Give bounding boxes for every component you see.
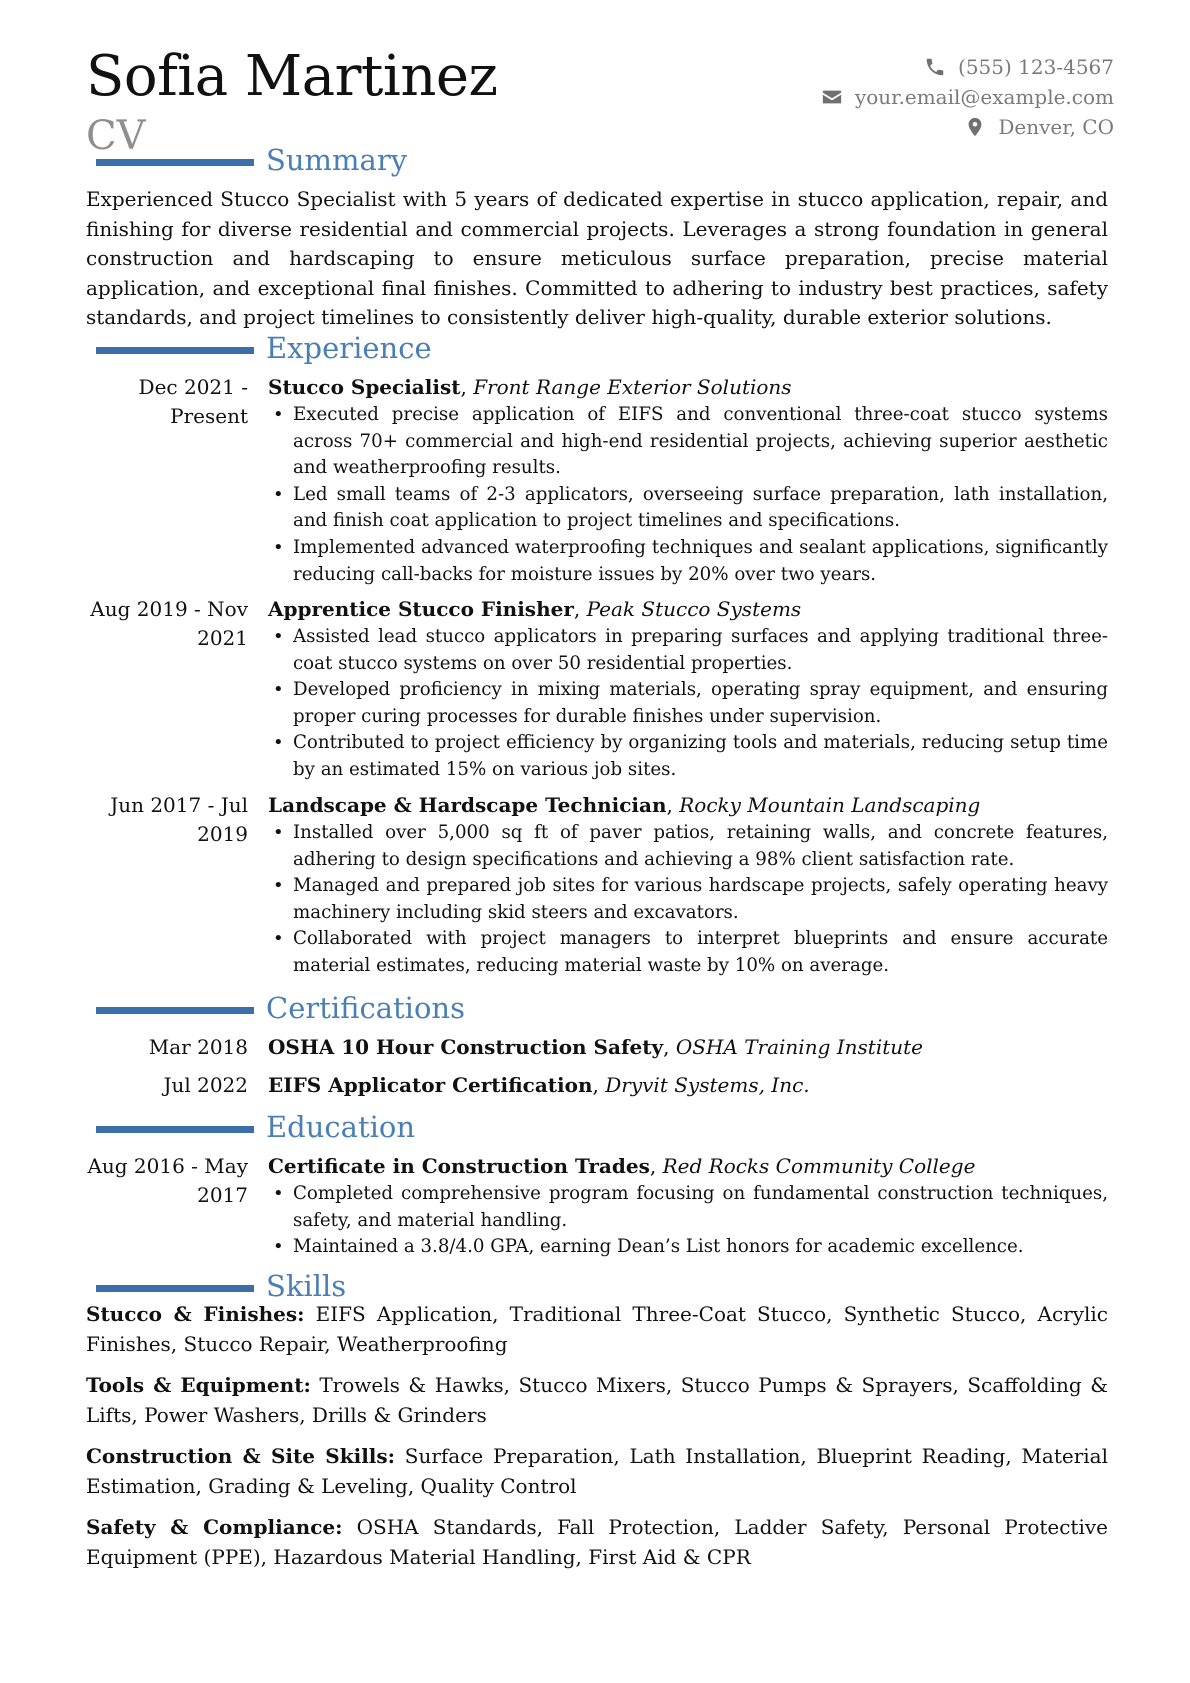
section-accent-bar [96, 1285, 254, 1292]
section-title: Summary [266, 143, 408, 177]
bullet-item: • Installed over 5,000 sq ft of paver patios, retaining walls, and concrete features, adhering to design specifications and achieving a 98% client satisfaction rate. [268, 820, 1108, 873]
contact-phone [821, 52, 1114, 82]
bullet-item: • Maintained a 3.8/4.0 GPA, earning Dean’s List honors for academic excellence. [268, 1234, 1108, 1261]
entry-date: Jul 2022 [163, 1073, 248, 1097]
contact-location [821, 112, 1114, 142]
location-text: Denver, CO [998, 115, 1114, 139]
bullet-list [268, 402, 1108, 588]
skill-group [86, 1513, 1108, 1572]
envelope-icon [821, 86, 843, 108]
certification-row: Jul 2022 EIFS Applicator Certification, Dryvit Systems, Inc. [86, 1070, 1116, 1100]
section-summary-header [96, 142, 1116, 178]
bullet-list [268, 820, 1108, 980]
contact-block [821, 52, 1114, 142]
section-certifications-header [96, 990, 1116, 1026]
bullet-item: • Contributed to project efficiency by organizing tools and materials, reducing setup time by an estimated 15% on various job sites. [268, 730, 1108, 783]
skill-items: Surface Preparation, Lath Installation, Blueprint Reading, Material Estimation, Grading & Leveling, Quality Control [86, 1444, 1108, 1498]
contact-email [821, 82, 1114, 112]
section-title: Experience [266, 331, 432, 365]
institution: Red Rocks Community College [662, 1154, 976, 1178]
map-pin-icon [964, 116, 986, 138]
entry-date: Aug 2016 - May 2017 [87, 1154, 248, 1207]
entry-date: Mar 2018 [148, 1035, 248, 1059]
employer: Rocky Mountain Landscaping [679, 793, 981, 817]
phone-icon [924, 56, 946, 78]
section-title: Skills [266, 1269, 347, 1303]
entry-date: Jun 2017 - Jul 2019 [110, 793, 248, 846]
bullet-list [268, 1181, 1108, 1261]
job-title: Apprentice Stucco Finisher [268, 597, 574, 621]
entry-date: Dec 2021 - Present [138, 375, 248, 428]
certification-name: OSHA 10 Hour Construction Safety [268, 1035, 664, 1059]
email-link[interactable]: your.email@example.com [854, 85, 1114, 109]
certification-issuer: Dryvit Systems, Inc. [605, 1073, 810, 1097]
skill-items: OSHA Standards, Fall Protection, Ladder Safety, Personal Protective Equipment (PPE), Hazardous Material Handling, First Aid & CPR [86, 1515, 1109, 1569]
skill-items: Trowels & Hawks, Stucco Mixers, Stucco Pumps & Sprayers, Scaffolding & Lifts, Power Washers, Drills & Grinders [86, 1373, 1108, 1427]
section-accent-bar [96, 1007, 254, 1014]
section-experience-header [96, 330, 1116, 366]
section-title: Certifications [266, 991, 465, 1025]
entry-heading: Stucco Specialist, Front Range Exterior Solutions [268, 375, 792, 399]
bullet-item: • Collaborated with project managers to interpret blueprints and ensure accurate material estimates, reducing material waste by 10% on average. [268, 926, 1108, 979]
certification-row: Mar 2018 OSHA 10 Hour Construction Safety, OSHA Training Institute [86, 1032, 1116, 1062]
section-accent-bar [96, 159, 254, 166]
degree: Certificate in Construction Trades [268, 1154, 650, 1178]
job-title: Landscape & Hardscape Technician [268, 793, 667, 817]
bullet-list [268, 624, 1108, 784]
entry-heading: Landscape & Hardscape Technician, Rocky Mountain Landscaping [268, 793, 981, 817]
skill-category: Stucco & Finishes: [86, 1302, 305, 1326]
section-skills-header [96, 1268, 1116, 1304]
entry-heading: Apprentice Stucco Finisher, Peak Stucco Systems [268, 597, 802, 621]
section-accent-bar [96, 347, 254, 354]
skill-group [86, 1371, 1108, 1430]
skill-group [86, 1300, 1108, 1359]
skill-items: EIFS Application, Traditional Three-Coat Stucco, Synthetic Stucco, Acrylic Finishes, Stucco Repair, Weatherproofing [86, 1302, 1108, 1356]
employer: Front Range Exterior Solutions [473, 375, 792, 399]
bullet-item: • Implemented advanced waterproofing techniques and sealant applications, significantly reducing call-backs for moisture issues by 20% over two years. [268, 535, 1108, 588]
phone-text[interactable]: (555) 123-4567 [958, 55, 1114, 79]
skill-category: Construction & Site Skills: [86, 1444, 396, 1468]
bullet-item: • Assisted lead stucco applicators in preparing surfaces and applying traditional three-coat stucco systems on over 50 residential properties. [268, 624, 1108, 677]
bullet-item: • Managed and prepared job sites for various hardscape projects, safely operating heavy machinery including skid steers and excavators. [268, 873, 1108, 926]
candidate-name: Sofia Martinez [86, 44, 498, 109]
entry-heading: Certificate in Construction Trades, Red Rocks Community College [268, 1154, 976, 1178]
certification-issuer: OSHA Training Institute [675, 1035, 924, 1059]
summary-text: Experienced Stucco Specialist with 5 years of dedicated expertise in stucco application, repair, and finishing for diverse residential and commercial projects. Leverages a strong foundation in general construction and hardscaping to ensure meticulous surface preparation, precise material application, and exceptional final finishes. Committed to adhering to industry best practices, safety standards, and project timelines to consistently deliver high-quality, durable exterior solutions. [86, 187, 1108, 329]
job-title: Stucco Specialist [268, 375, 461, 399]
section-education-header [96, 1109, 1116, 1145]
entry-date: Aug 2019 - Nov 2021 [90, 597, 248, 650]
skill-category: Tools & Equipment: [86, 1373, 311, 1397]
skill-category: Safety & Compliance: [86, 1515, 343, 1539]
section-accent-bar [96, 1126, 254, 1133]
bullet-item: • Executed precise application of EIFS and conventional three-coat stucco systems across 70+ commercial and high-end residential projects, achieving superior aesthetic and weatherproofing results. [268, 402, 1108, 482]
certification-name: EIFS Applicator Certification [268, 1073, 593, 1097]
section-title: Education [266, 1110, 416, 1144]
bullet-item: • Completed comprehensive program focusing on fundamental construction techniques, safety, and material handling. [268, 1181, 1108, 1234]
bullet-item: • Led small teams of 2-3 applicators, overseeing surface preparation, lath installation, and finish coat application to project timelines and specifications. [268, 482, 1108, 535]
bullet-item: • Developed proficiency in mixing materials, operating spray equipment, and ensuring proper curing processes for durable finishes under supervision. [268, 677, 1108, 730]
employer: Peak Stucco Systems [586, 597, 802, 621]
document-subtitle: CV [86, 113, 146, 159]
skill-group [86, 1442, 1108, 1501]
